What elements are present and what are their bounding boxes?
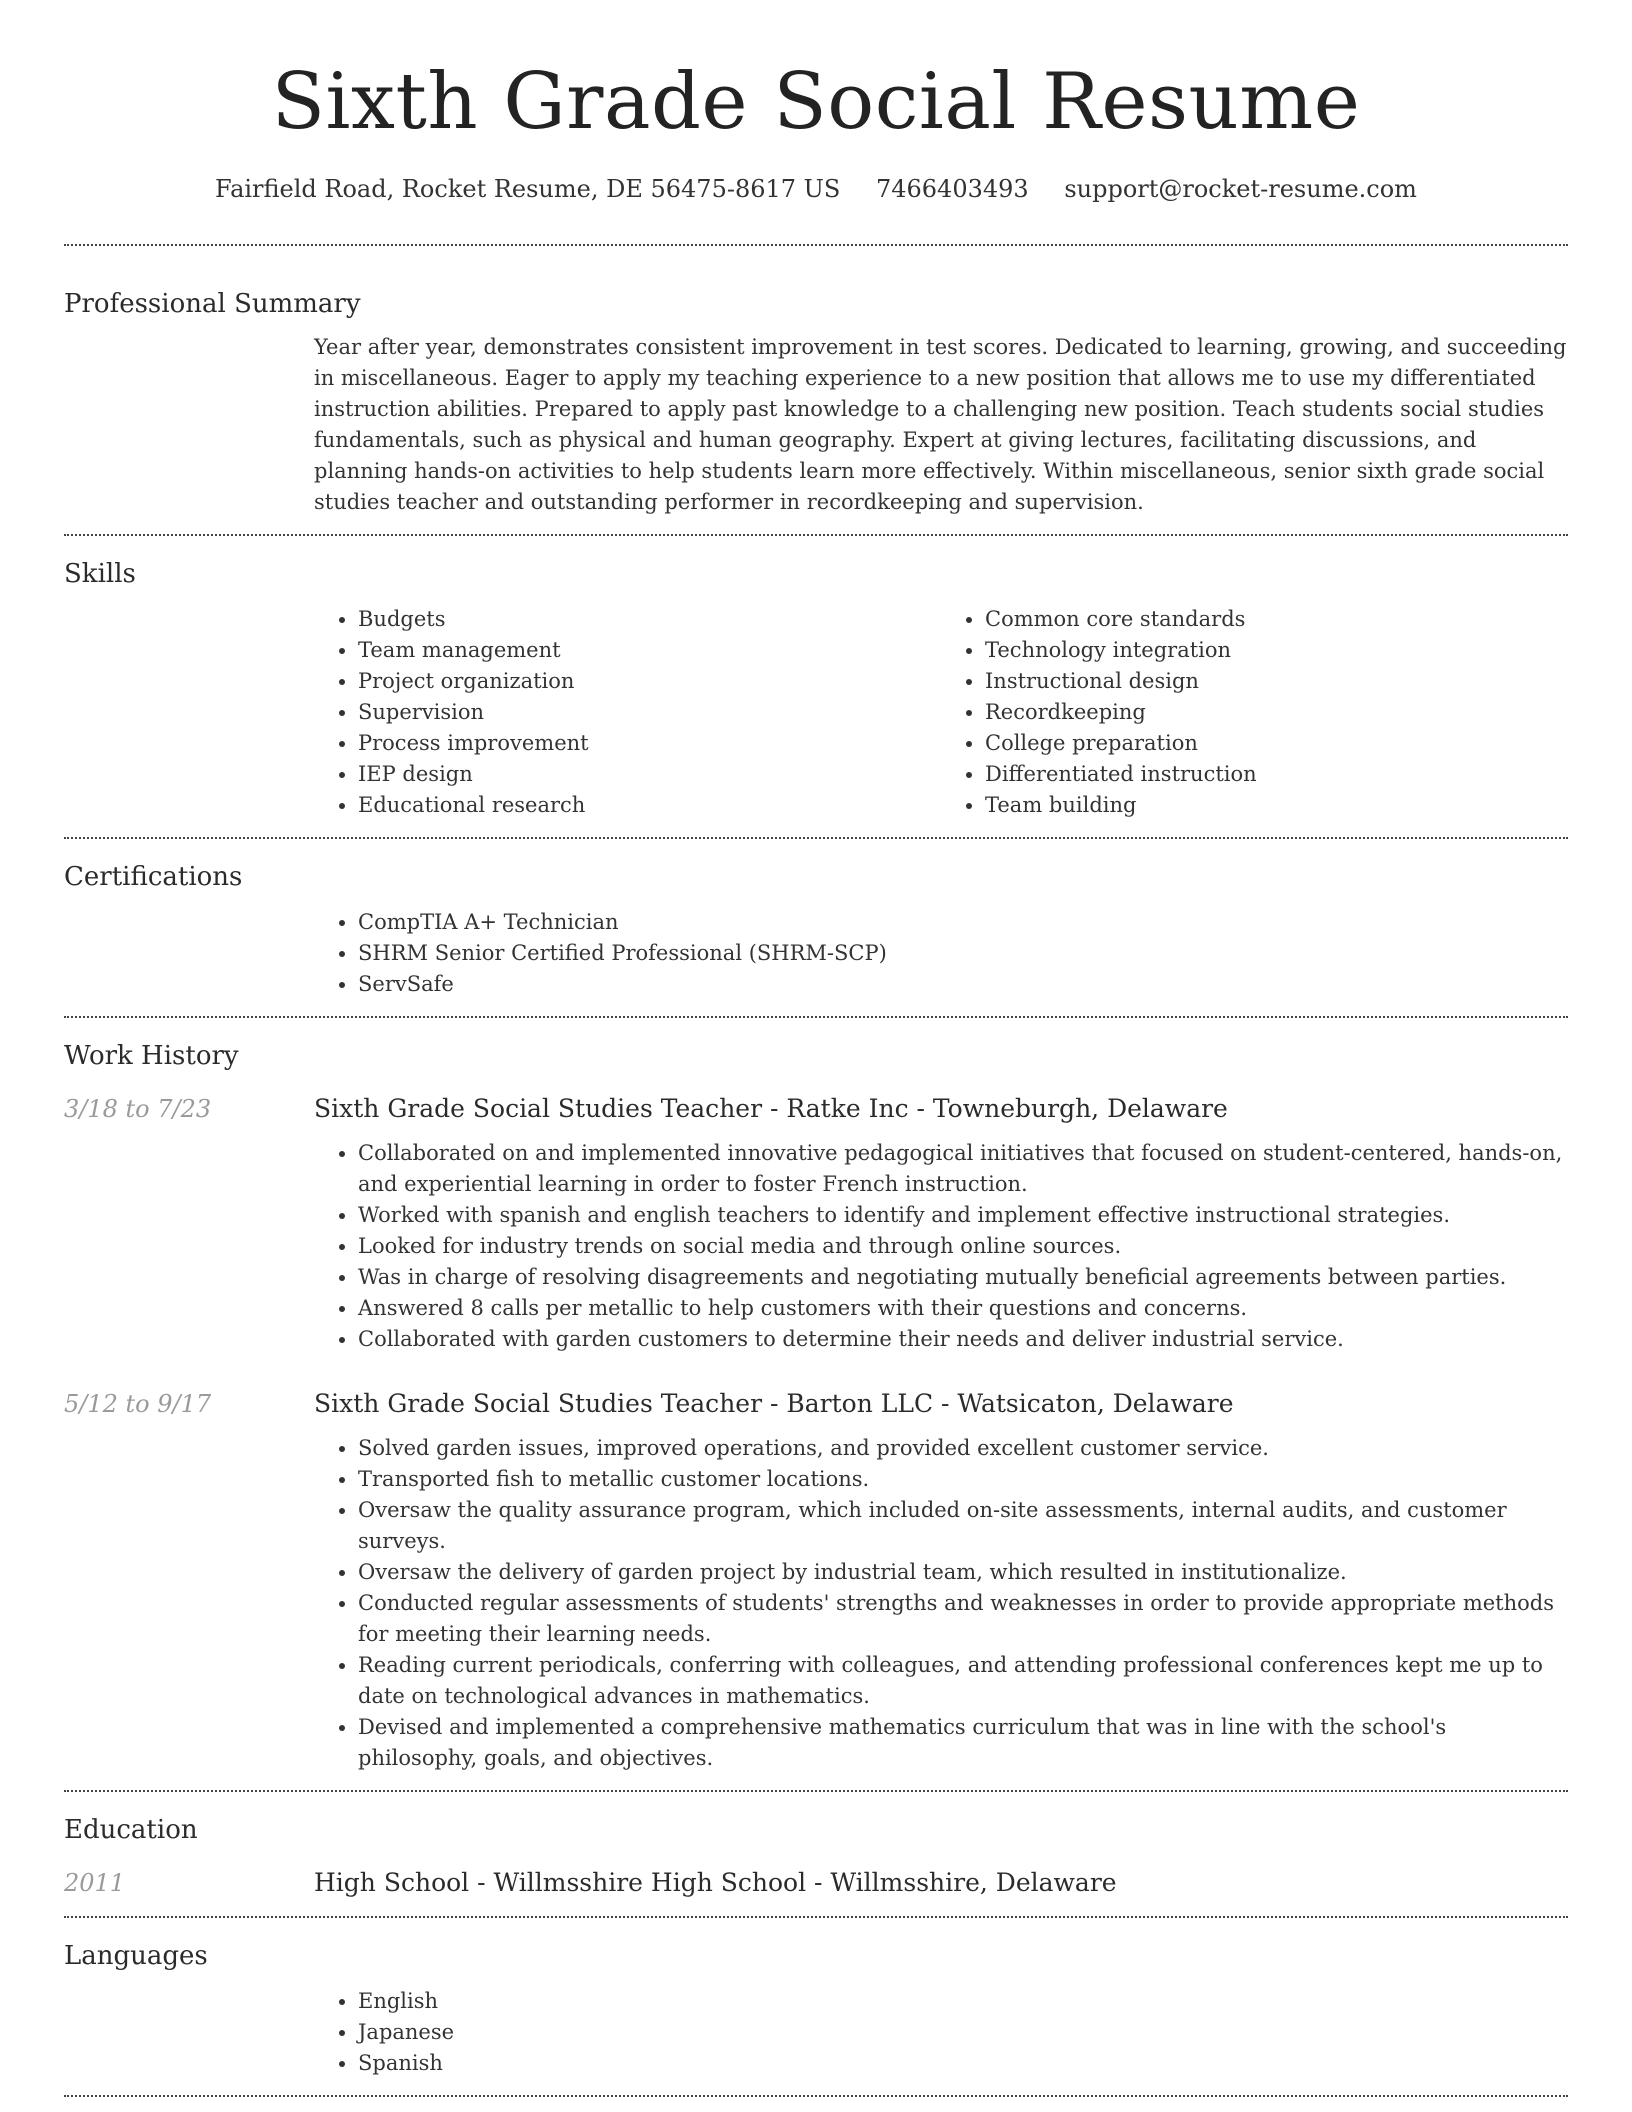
education-detail: High School - Willmsshire High School - Willmsshire, Delaware	[314, 1868, 1117, 1897]
job-entry	[64, 1092, 1568, 1355]
skill-item: • Supervision	[358, 697, 941, 728]
job-bullet: • Oversaw the quality assurance program, which included on-site assessments, internal audits, and customer surveys.	[358, 1495, 1568, 1557]
skill-item: • IEP design	[358, 759, 941, 790]
certification-item: • SHRM Senior Certified Professional (SHRM-SCP)	[358, 938, 1568, 969]
skill-item: • Educational research	[358, 790, 941, 821]
contact-phone: 7466403493	[875, 175, 1029, 203]
job-entry	[64, 1387, 1568, 1774]
job-bullet: • Was in charge of resolving disagreements and negotiating mutually beneficial agreements between parties.	[358, 1262, 1568, 1293]
skill-item: • College preparation	[985, 728, 1568, 759]
skills-list-left	[314, 604, 941, 821]
job-bullet: • Collaborated on and implemented innovative pedagogical initiatives that focused on student-centered, hands-on, and experiential learning in order to foster French instruction.	[358, 1138, 1568, 1200]
job-bullet: • Solved garden issues, improved operations, and provided excellent customer service.	[358, 1433, 1568, 1464]
certification-item: • ServSafe	[358, 969, 1568, 1000]
job-date: 5/12 to 9/17	[64, 1390, 212, 1418]
job-bullet: • Conducted regular assessments of students' strengths and weaknesses in order to provide appropriate methods for meeting their learning needs.	[358, 1588, 1568, 1650]
skills-title: Skills	[64, 559, 136, 589]
language-item: • English	[358, 1986, 1568, 2017]
languages-title: Languages	[64, 1941, 208, 1971]
job-bullet: • Answered 8 calls per metallic to help customers with their questions and concerns.	[358, 1293, 1568, 1324]
certifications-title: Certifications	[64, 862, 243, 892]
resume-name: Sixth Grade Social Resume	[271, 57, 1361, 147]
job-bullet: • Transported fish to metallic customer locations.	[358, 1464, 1568, 1495]
job-bullet-list	[314, 1433, 1568, 1774]
skill-item: • Technology integration	[985, 635, 1568, 666]
language-item: • Spanish	[358, 2048, 1568, 2079]
work-title: Work History	[64, 1041, 239, 1071]
languages-section	[64, 1918, 1568, 2095]
contact-email: support@rocket-resume.com	[1064, 175, 1417, 203]
skill-item: • Team management	[358, 635, 941, 666]
summary-text: Year after year, demonstrates consistent improvement in test scores. Dedicated to learning, growing, and succeeding in miscellaneous. Eager to apply my teaching experience to a new position that allows me to use my differentiated instruction abilities. Prepared to apply past knowledge to a challenging new position. Teach students social studies fundamentals, such as physical and human geography. Expert at giving lectures, facilitating discussions, and planning hands-on activities to help students learn more effectively. Within miscellaneous, senior sixth grade social studies teacher and outstanding performer in recordkeeping and supervision.	[314, 335, 1567, 514]
work-section	[64, 1018, 1568, 1790]
section-divider	[64, 2095, 1568, 2097]
certifications-list	[314, 907, 1568, 1000]
education-title: Education	[64, 1815, 198, 1845]
contact-line	[64, 174, 1568, 204]
job-title: Sixth Grade Social Studies Teacher - Ratke Inc - Towneburgh, Delaware	[314, 1094, 1228, 1123]
languages-content	[314, 1986, 1568, 2079]
job-bullets	[314, 1138, 1568, 1355]
education-date: 2011	[64, 1869, 126, 1897]
skills-columns	[314, 604, 1568, 821]
summary-title: Professional Summary	[64, 289, 361, 319]
job-title: Sixth Grade Social Studies Teacher - Barton LLC - Watsicaton, Delaware	[314, 1389, 1234, 1418]
certifications-content	[314, 907, 1568, 1000]
skill-item: • Budgets	[358, 604, 941, 635]
education-section	[64, 1792, 1568, 1916]
job-bullet: • Oversaw the delivery of garden project by industrial team, which resulted in institutionalize.	[358, 1557, 1568, 1588]
summary-section	[64, 246, 1568, 534]
skill-item: • Project organization	[358, 666, 941, 697]
skill-item: • Differentiated instruction	[985, 759, 1568, 790]
skills-section	[64, 536, 1568, 837]
skill-item: • Recordkeeping	[985, 697, 1568, 728]
education-entry	[64, 1866, 1568, 1900]
contact-address: Fairfield Road, Rocket Resume, DE 56475-8617 US	[215, 175, 841, 203]
skills-list-right	[941, 604, 1568, 821]
certification-item: • CompTIA A+ Technician	[358, 907, 1568, 938]
certifications-section	[64, 839, 1568, 1016]
skill-item: • Team building	[985, 790, 1568, 821]
languages-list	[314, 1986, 1568, 2079]
job-bullet: • Devised and implemented a comprehensive mathematics curriculum that was in line with the school's philosophy, goals, and objectives.	[358, 1712, 1568, 1774]
language-item: • Japanese	[358, 2017, 1568, 2048]
job-bullets	[314, 1433, 1568, 1774]
skill-item: • Instructional design	[985, 666, 1568, 697]
job-bullet-list	[314, 1138, 1568, 1355]
job-bullet: • Collaborated with garden customers to determine their needs and deliver industrial service.	[358, 1324, 1568, 1355]
skill-item: • Common core standards	[985, 604, 1568, 635]
skill-item: • Process improvement	[358, 728, 941, 759]
job-bullet: • Reading current periodicals, conferring with colleagues, and attending professional conferences kept me up to date on technological advances in mathematics.	[358, 1650, 1568, 1712]
job-bullet: • Looked for industry trends on social media and through online sources.	[358, 1231, 1568, 1262]
job-date: 3/18 to 7/23	[64, 1095, 212, 1123]
job-bullet: • Worked with spanish and english teachers to identify and implement effective instructional strategies.	[358, 1200, 1568, 1231]
